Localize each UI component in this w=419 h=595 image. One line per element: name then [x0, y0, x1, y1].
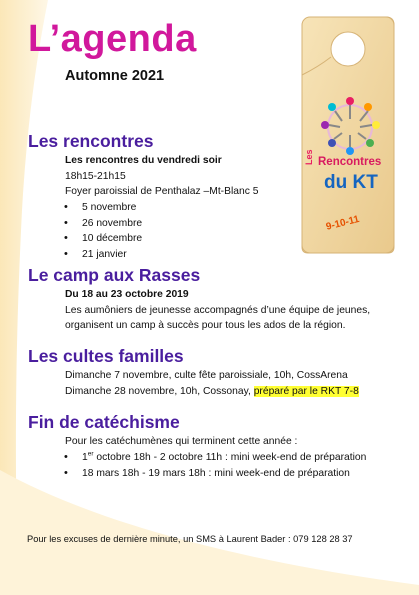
camp-line2: organisent un camp à succès pour tous les ados de la région. — [65, 320, 346, 331]
footer-note: Pour les excuses de dernière minute, un SMS à Laurent Bader : 079 128 28 37 — [27, 534, 353, 544]
section-title-rencontres: Les rencontres — [28, 131, 154, 151]
section-title-fin: Fin de catéchisme — [28, 412, 180, 432]
rencontres-subtitle: Les rencontres du vendredi soir — [65, 155, 222, 166]
logo-ages: 9-10-11 — [324, 213, 361, 233]
rencontres-dates-list — [64, 200, 142, 262]
camp-line1: Les aumôniers de jeunesse accompagnés d’une équipe de jeunes, — [65, 305, 371, 316]
fin-intro: Pour les catéchumènes qui terminent cette année : — [65, 436, 298, 447]
list-item: • 21 janvier — [64, 247, 142, 263]
list-item: • 5 novembre — [64, 200, 142, 216]
rencontres-time: 18h15-21h15 — [65, 171, 126, 182]
list-item: • 26 novembre — [64, 216, 142, 232]
list-item: • 18 mars 18h - 19 mars 18h : mini week-end de préparation — [64, 466, 366, 482]
fin-list — [64, 450, 366, 481]
cultes-line2 — [65, 384, 359, 399]
page-title: L’agenda — [28, 18, 197, 60]
camp-dates: Du 18 au 23 octobre 2019 — [65, 289, 189, 300]
cultes-line1: Dimanche 7 novembre, culte fête paroissiale, 10h, CossArena — [65, 370, 348, 381]
logo-du-kt: du KT — [324, 172, 378, 193]
section-title-cultes: Les cultes familles — [28, 346, 184, 366]
cultes-line2-text: Dimanche 28 novembre, 10h, Cossonay, — [65, 386, 254, 397]
highlight-rkt: préparé par le RKT 7-8 — [253, 386, 359, 397]
door-hanger-logo — [298, 15, 398, 255]
rencontres-place: Foyer paroissial de Penthalaz –Mt-Blanc 5 — [65, 186, 259, 197]
list-item: • 1er octobre 18h - 2 octobre 11h : mini week-end de préparation — [64, 450, 366, 466]
section-title-camp: Le camp aux Rasses — [28, 265, 201, 285]
page-subtitle: Automne 2021 — [65, 68, 165, 84]
logo-rencontres: Rencontres — [318, 156, 382, 168]
list-item: • 10 décembre — [64, 231, 142, 247]
logo-les: Les — [304, 149, 314, 165]
